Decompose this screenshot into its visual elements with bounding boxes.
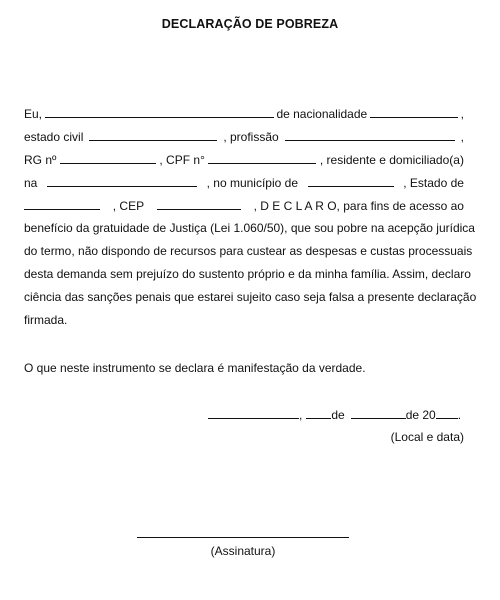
local-date-label: (Local e data) (390, 430, 464, 444)
comma: , (460, 107, 464, 121)
profession-blank[interactable] (285, 129, 455, 141)
date-sep: , (299, 408, 303, 422)
month-blank[interactable] (351, 407, 406, 419)
date-line (208, 407, 464, 422)
label-de: de (331, 408, 345, 422)
label-eu: Eu, (24, 107, 43, 121)
civil-status-blank[interactable] (89, 129, 217, 141)
line-civil-status (24, 129, 464, 152)
cep-blank[interactable] (157, 198, 241, 210)
label-cep: , CEP (112, 199, 145, 213)
label-nacionalidade: de nacionalidade (276, 107, 368, 121)
line-documents (24, 152, 464, 175)
line-state-cep (24, 198, 464, 221)
name-blank[interactable] (45, 106, 274, 118)
label-profissao: , profissão (223, 130, 279, 144)
date-end: . (457, 408, 462, 422)
line-address (24, 175, 464, 198)
declaration-body (24, 106, 477, 336)
label-residente: , residente e domiciliado(a) (319, 153, 464, 167)
body-line-8: desta demanda sem prejuízo do sustento próprio e da minha família. Assim, declaro (24, 267, 471, 281)
nationality-blank[interactable] (370, 106, 458, 118)
comma: , (460, 130, 464, 144)
label-de-20: de 20 (405, 408, 436, 422)
signature-label: (Assinatura) (210, 544, 276, 558)
label-estado: , Estado de (403, 176, 464, 190)
body-line-7: do termo, não dispondo de recursos para custear as despesas e custas processuais (24, 244, 473, 258)
day-blank[interactable] (306, 407, 331, 419)
body-line-9: ciência das sanções penais que estarei sujeito caso seja falsa a presente declaração (24, 290, 477, 304)
signature-line[interactable] (137, 537, 349, 538)
city-blank[interactable] (308, 175, 394, 187)
label-municipio: , no município de (206, 176, 298, 190)
cpf-blank[interactable] (208, 152, 316, 164)
closing-statement: O que neste instrumento se declara é manifestação da verdade. (24, 361, 366, 375)
label-estado-civil: estado civil (24, 130, 84, 144)
label-rg: RG nº (24, 153, 57, 167)
state-blank[interactable] (24, 198, 100, 210)
label-na: na (24, 176, 38, 190)
local-blank[interactable] (208, 407, 299, 419)
year-blank[interactable] (436, 407, 458, 419)
rg-blank[interactable] (60, 152, 156, 164)
body-line-6: benefício da gratuidade de Justiça (Lei 1.060/50), que sou pobre na acepção jurídica (24, 221, 475, 235)
document-title: DECLARAÇÃO DE POBREZA (161, 17, 339, 31)
address-blank[interactable] (47, 175, 197, 187)
body-line-10: firmada. (24, 313, 68, 327)
label-cpf: , CPF n° (159, 153, 205, 167)
label-declaro: , D E C L A R O, para fins de acesso ao (253, 199, 464, 213)
line-name (24, 106, 464, 129)
